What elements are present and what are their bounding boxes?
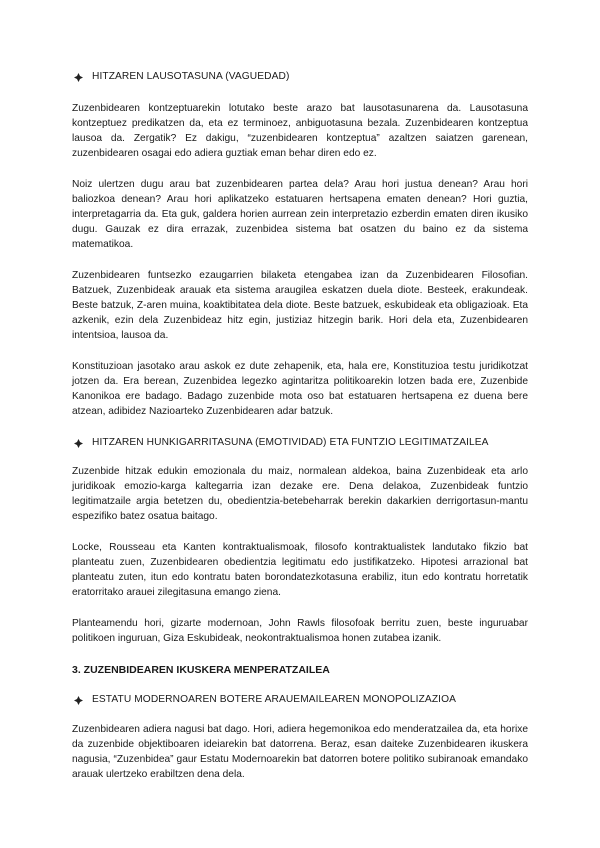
paragraph: Locke, Rousseau eta Kanten kontraktualismoak, filosofo kontraktualistek landutako fikzio bat planteatu zuen, Zuzenbidearen obedientzia legitimatu edo justifikatzeko. Hipotesi arrazional bat planteatu zuten, itun edo kontratu baten borondatezkotasuna erabiliz, itun edo kontratu horretatik eratorritako arauei zilegitasuna emango ziena.: [72, 542, 528, 598]
section-title: 3. ZUZENBIDEAREN IKUSKERA MENPERATZAILEA: [72, 664, 330, 676]
paragraph: Zuzenbidearen kontzeptuarekin lotutako beste arazo bat lausotasunarena da. Lausotasuna kontzeptuez predikatzen da, eta ez terminoez, anbiguotasuna bezala. Zuzenbidearen kontzeptua lausoa da. Zergatik? Ez dakigu, “zuzenbidearen kontzeptua” azaltzen saiatzen garenean, zuzenbidearen osagai edo adiera guztiak eman behar diren edo ez.: [72, 103, 528, 159]
diamond-bullet-icon: [74, 696, 83, 705]
subheading-vagueness: [72, 70, 528, 84]
paragraph: Noiz ulertzen dugu arau bat zuzenbidearen partea dela? Arau hori justua denean? Arau hori baliozkoa denean? Arau hori aplikatzeko estatuaren hertsapena ematen denean? Hori guztia, interpretagarria da. Eta guk, galdera horien aurrean zein interpretazio ezberdin ematen diren ikusiko dugu. Gauzak ez dira errazak, zuzenbidea sistema bat osatzen du baino ez da sistema matematikoa.: [72, 179, 528, 250]
diamond-bullet-icon: [74, 73, 83, 82]
paragraph: Konstituzioan jasotako arau askok ez dute zehapenik, eta, hala ere, Konstituzioa testu juridikotzat jotzen da. Era berean, Zuzenbidea legezko agintaritza politikoarekin lotzen bada ere, Zuzenbide Kanonikoa ere badago. Badago zuzenbide mota oso bat estatuaren hertsapena ez duena bere atzean, adibidez Nazioarteko Zuzenbidearen adar batzuk.: [72, 361, 528, 417]
paragraph: Zuzenbidearen funtsezko ezaugarrien bilaketa etengabea izan da Zuzenbidearen Filosofian. Batzuek, Zuzenbideak arauak eta sistema araugilea eskatzen duela diote. Besteek, erakundeak. Beste batzuk, Z-aren muina, koaktibitatea dela diote. Beste batzuek, eskubideak eta obligazioak. Eta azkenik, ezin dela Zuzenbideaz hitz egin, justiziaz hitzegin barik. Hori dela eta, Zuzenbidearen intentsioa, lausoa da.: [72, 270, 528, 341]
subheading-text: HITZAREN LAUSOTASUNA (VAGUEDAD): [92, 71, 290, 82]
paragraph: Planteamendu hori, gizarte modernoan, John Rawls filosofoak berritu zuen, beste inguruabar politikoen inguruan, Giza Eskubideak, neokontraktualismoa honen zutabea izanik.: [72, 618, 528, 644]
document-page: [72, 70, 528, 782]
subheading-text: HITZAREN HUNKIGARRITASUNA (EMOTIVIDAD) ETA FUNTZIO LEGITIMATZAILEA: [92, 437, 489, 448]
diamond-bullet-icon: [74, 439, 83, 448]
paragraph: Zuzenbidearen adiera nagusi bat dago. Hori, adiera hegemonikoa edo menderatzailea da, eta horixe da zuzenbide objektiboaren ideiarekin bat datorrena. Beraz, esan daiteke Zuzenbidearen ikuskera nagusia, “Zuzenbidea” gaur Estatu Modernoarekin bat datorren botere politiko subiranoak emandako arauak ulertzeko erabiltzen dena dela.: [72, 724, 528, 780]
paragraph: Zuzenbide hitzak edukin emozionala du maiz, normalean aldekoa, baina Zuzenbideak eta arlo juridikoak emozio-karga kaltegarria izan dezake ere. Dena delakoa, Zuzenbideak funtzio legitimatzaile argia betetzen du, obedientzia-betebeharrak berekin dakarkien derrigortasun-mantu espezifiko batez osatua baitago.: [72, 466, 528, 522]
subheading-emotivity: [72, 436, 528, 450]
subheading-text: ESTATU MODERNOAREN BOTERE ARAUEMAILEAREN MONOPOLIZAZIOA: [92, 694, 456, 705]
subheading-monopolization: [72, 693, 528, 707]
